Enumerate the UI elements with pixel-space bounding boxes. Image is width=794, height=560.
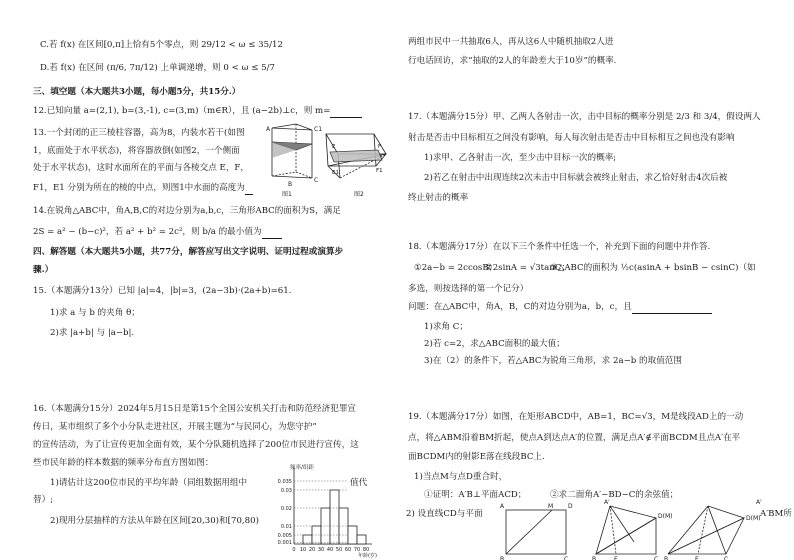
fig19-label-B2: B	[592, 556, 597, 560]
question-14-line2: 2S = a² − (b−c)²，若 a² + b² = 2c²，则 b/a 的最小值为	[33, 227, 282, 239]
question-16-line2: 传日，某市组织了多个小分队走进社区，开展主题为“与民同心，为您守护”	[33, 422, 317, 432]
fig19-label-M: M	[548, 503, 554, 510]
option-d: D.若 f(x) 在区间 (π/6, 7π/12) 上单调递增，则 0 < ω ≤ 5/7	[40, 63, 275, 73]
blank-12	[330, 106, 362, 118]
question-16-part1-tail: 值代	[350, 478, 368, 488]
label-C: C	[314, 177, 319, 184]
question-19-part2-tail: A′BM所	[760, 509, 792, 519]
question-15: 15.（本题满分13分）已知 |a|=4，|b|=3，(2a−3b)·(2a+b)=61.	[33, 286, 292, 296]
rect-ABCD	[506, 510, 566, 554]
question-17-line2: 射击是否击中目标相互之间没有影响，每人每次射击是否击中目标相互之间也没有影响	[408, 133, 735, 143]
histogram-ytick-2: 0.01	[280, 523, 292, 530]
question-16-line1: 16.（本题满分15分）2024年5月15日是第15个全国公安机关打击和防范经济犯罪宣	[33, 404, 357, 414]
label-F1: F1	[376, 168, 383, 174]
question-13-line4: F1，E1 分别为所在的棱的中点，则图1中水面的高度为	[33, 183, 253, 195]
histogram-xlabel: 年龄(岁)	[358, 553, 377, 559]
option-c: C.若 f(x) 在区间[0,π]上恰有5个零点，则 29/12 < ω ≤ 35/12	[40, 40, 283, 50]
figure-13-fig1	[272, 124, 312, 178]
label-E: E	[332, 144, 336, 150]
label-B: B	[288, 181, 293, 188]
histogram-xtick-5: 50	[335, 547, 343, 553]
label-F: F	[378, 144, 382, 150]
blank-18	[632, 302, 712, 314]
fig19-label-E: E	[614, 556, 618, 560]
histogram-ytick-4: 0.03	[280, 487, 292, 494]
section-answers-line2: 骤.）	[33, 265, 54, 275]
question-19-part1a: ①证明：A′B⊥平面ACD；	[424, 490, 527, 500]
section-fill-in-blank: 三、填空题（本大题共3小题，每小题5分，共15分.）	[33, 87, 241, 97]
q16-continued-line2: 行电话回访，求“抽取的2人的年龄差大于10岁”的概率.	[408, 56, 617, 66]
question-18-part3: 3)在（2）的条件下，若△ABC为锐角三角形，求 2a−b 的取值范围	[424, 356, 682, 366]
fig19-label-C2: C	[654, 556, 659, 560]
histogram-ytick-5: 0.035	[277, 478, 292, 485]
question-14-line1: 14.在锐角△ABC中，角A,B,C的对边分别为a,b,c，三角形ABC的面积为S，满足	[33, 206, 341, 216]
question-19-part2: 2) 设直线CD与平面	[406, 509, 483, 519]
question-19-line3: 面BCDM内的射影E落在线段BC上.	[408, 452, 545, 462]
histogram-xtick-7: 70	[353, 547, 361, 553]
histogram-bar-0	[303, 535, 312, 544]
question-17-part2: 2)若乙在射击中出现连续2次未击中目标就会被终止射击，求乙恰好射击4次后被	[424, 173, 728, 183]
question-18-problem: 问题：在△ABC中，角A，B，C的对边分别为a，b，c，且	[408, 302, 712, 314]
question-18-line1: 18.（本题满分17分）在以下三个条件中任选一个，补充到下面的问题中并作答.	[408, 242, 711, 252]
histogram-ylabel: 频率/组距	[290, 465, 314, 471]
question-19-part1b: ②求二面角A′−BD−C的余弦值；	[550, 490, 679, 500]
blank-14	[262, 227, 282, 239]
figure-19	[498, 498, 788, 558]
question-13-line1: 13.一个封闭的正三棱柱容器，高为8，内装水若干(如图	[33, 128, 245, 138]
label-E1: E1	[332, 170, 339, 176]
question-18-part1: 1)求角 C；	[424, 322, 468, 332]
question-17-part2-cont: 终止射击的概率	[408, 193, 469, 203]
histogram-bar-3	[330, 490, 339, 544]
question-16-part2: 2)现用分层抽样的方法从年龄在区间[20,30)和[70,80)	[50, 516, 259, 526]
fig19-label-B: B	[500, 556, 505, 560]
caption-fig2: 图2	[354, 191, 364, 198]
histogram-xtick-6: 60	[344, 547, 352, 553]
question-18-cond2: ②2sinA = √3tanC；	[485, 263, 570, 273]
question-13-line2: 1，底面处于水平状态)，将容器放倒(如图2，一个侧面	[33, 146, 240, 156]
histogram-xtick-8: 80	[362, 547, 370, 553]
question-18-part2: 2)若 c=2，求△ABC面积的最大值；	[424, 339, 565, 349]
question-15-part2: 2)求 |a+b| 与 |a−b|.	[50, 328, 135, 338]
prism1-top	[272, 124, 312, 130]
question-16-part1-cont: 替）;	[33, 495, 54, 505]
question-16-line4: 些市民年龄的样本数据的频率分布直方图如图：	[33, 458, 214, 468]
segment-BM	[506, 510, 552, 554]
fig19-label-C: C	[564, 556, 569, 560]
histogram-ytick-0: 0.001	[277, 540, 292, 546]
question-19-line2: 点，将△ABM沿着BM折起，使点A到达点A′的位置，满足点A′∉平面BCDM且点A′在平	[408, 433, 741, 443]
question-19-part1: 1)当点M与点D重合时，	[414, 472, 508, 482]
question-12: 12.已知向量 a=(2,1), b=(3,-1), c=(3,m)（m∈R），且 (a−2b)⊥c，则 m=	[33, 106, 362, 118]
histogram-bar-6	[357, 535, 366, 544]
fig19-label-DM-3: D(M)	[746, 515, 761, 522]
question-16-line3: 的宣传活动，为了让宣传更加全面有效，某个分队随机选择了200位市民进行宣传，这	[33, 440, 359, 450]
question-13-line3: 处于水平状态)，这时水面所在的平面与各棱交点 E，F，	[33, 163, 249, 173]
water-surface-2	[330, 150, 382, 162]
caption-fig1: 图1	[282, 191, 292, 198]
fig19-label-A-prime: A'	[604, 499, 610, 506]
histogram-xtick-3: 30	[317, 547, 325, 553]
question-17-line1: 17.（本题满分15分）甲、乙两人各射击一次，击中目标的概率分别是 2/3 和 3/4，假设两人	[408, 112, 761, 122]
histogram-xtick-0: 0	[292, 547, 296, 553]
fig19-label-B3: B	[664, 556, 669, 560]
blank-13	[245, 183, 253, 195]
question-19-line1: 19.（本题满分17分）如图，在矩形ABCD中，AB=1，BC=√3，M是线段AD上的一动	[408, 412, 744, 422]
histogram-ages	[270, 462, 390, 559]
histogram-bar-5	[348, 526, 357, 544]
label-C1: C1	[314, 126, 323, 133]
fig19-label-DM: D(M)	[658, 513, 673, 520]
fig19-label-C3: C	[724, 556, 729, 560]
section-answers-line1: 四、解答题（本大题共5小题，共77分，解答应写出文字说明、证明过程或演算步	[33, 247, 344, 257]
fig19-label-E3: E	[695, 556, 699, 560]
histogram-ytick-1: 0.005	[277, 532, 292, 539]
figure-13-prisms	[266, 120, 388, 198]
fig19-label-A: A	[500, 503, 505, 510]
histogram-xtick-1: 10	[299, 547, 307, 553]
question-18-cond1: ①2a−b = 2ccosB；	[414, 263, 498, 273]
histogram-xtick-2: 20	[308, 547, 316, 553]
q16-continued-line1: 两组市民中一共抽取6人，再从这6人中随机抽取2人进	[408, 37, 614, 47]
question-16-part1: 1)请估计这200位市民的平均年龄（同组数据用组中	[50, 478, 248, 488]
label-A: A	[266, 126, 271, 133]
fig19-label-D: D	[568, 503, 573, 510]
question-15-part1: 1)求 a 与 b 的夹角 θ；	[50, 308, 140, 318]
question-18-cond3: ③△ABC的面积为 ½c(asinA + bsinB − csinC)（如	[550, 263, 756, 273]
fig19-label-A-prime-3: A'	[756, 499, 762, 506]
histogram-ytick-3: 0.02	[280, 505, 292, 512]
question-17-part1: 1)求甲、乙各射击一次，至少击中目标一次的概率;	[424, 153, 617, 163]
histogram-xtick-4: 40	[326, 547, 334, 553]
question-18-note: 多选，则按选择的第一个记分）	[408, 284, 529, 294]
